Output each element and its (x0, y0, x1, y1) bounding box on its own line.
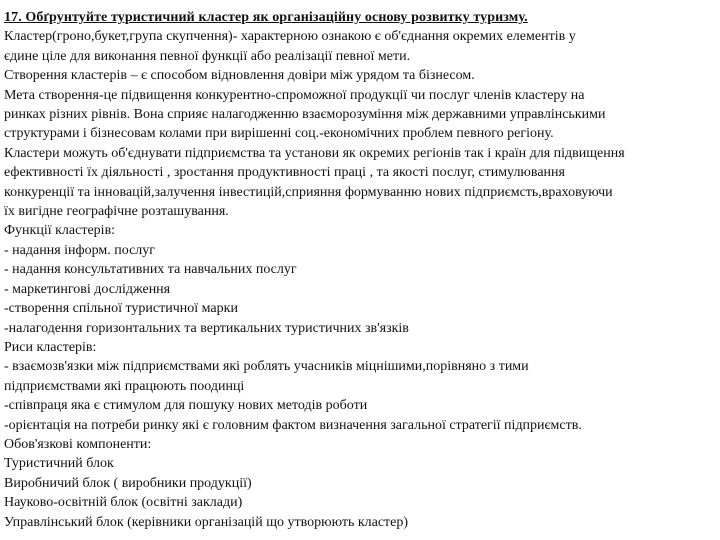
component-item: Науково-освітній блок (освітні заклади) (4, 495, 243, 511)
text-line: єдине ціле для виконання певної функції або реалізації певної мети. (4, 48, 411, 64)
document-title: 17. Обґрунтуйте туристичний кластер як організаційну основу розвитку туризму. (4, 10, 528, 25)
list-item: -створення спільної туристичної марки (4, 301, 238, 317)
list-item: - маркетингові дослідження (4, 281, 171, 297)
text-line: Створення кластерів – є способом відновлення довіри між урядом та бізнесом. (4, 68, 475, 84)
section-heading: Риси кластерів: (4, 339, 97, 355)
list-item: -співпраця яка є стимулом для пошуку нових методів роботи (4, 398, 368, 414)
text-line: ринках різних рівнів. Вона сприяє налагодженню взаєморозуміння між державними управлінськими (4, 107, 606, 123)
list-item: -налагодення горизонтальних та вертикальних туристичних зв'язків (4, 320, 409, 336)
component-item: Туристичний блок (4, 456, 114, 472)
list-item-continuation: підприємствами які працюють поодинці (4, 378, 245, 394)
component-item: Виробничий блок ( виробники продукції) (4, 475, 252, 491)
text-line: ефективності їх діяльності , зростання продуктивності праці , та якості послуг, стимулювання (4, 165, 565, 181)
list-item: - надання інформ. послуг (4, 242, 156, 258)
text-line: Кластери можуть об'єднувати підприємства та установи як окремих регіонів так і країн для підвищення (4, 145, 625, 161)
component-item: Управлінський блок (керівники організацій що утворюють кластер) (4, 514, 409, 530)
text-line: структурами і бізнесовам колами при вирішенні соц.-економічних проблем певного регіону. (4, 126, 554, 142)
text-line: Мета створення-це підвищення конкурентно-спроможної продукції чи послуг членів кластеру на (4, 87, 585, 103)
text-line: конкуренції та інновацій,залучення інвестицій,сприяння формуванню нових підприємсть,враховуючи (4, 184, 613, 200)
section-heading: Обов'язкові компоненти: (4, 436, 152, 452)
text-line: Кластер(гроно,букет,група скупчення)- характерною ознакою є об'єднання окремих елементів у (4, 29, 576, 45)
list-item: - надання консультативних та навчальних послуг (4, 262, 297, 278)
list-item: - взаємозв'язки між підприємствами які роблять учасників міцнішими,порівняно з тими (4, 359, 529, 375)
document-text (4, 8, 714, 532)
list-item: -орієнтація на потреби ринку які є головним фактом визначення загальної стратегії підприємств. (4, 417, 582, 433)
text-line: їх вигідне географічне розташування. (4, 204, 229, 220)
section-heading: Функції кластерів: (4, 223, 116, 239)
